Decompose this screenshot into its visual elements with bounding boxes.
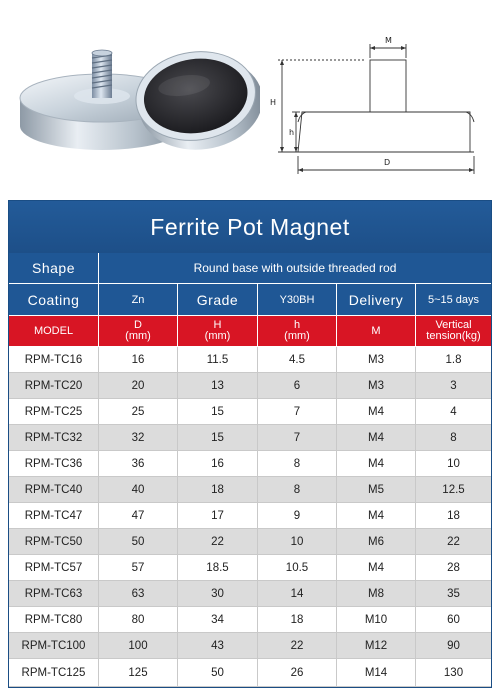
d-cell: 36 — [99, 451, 178, 477]
d-cell: 80 — [99, 607, 178, 633]
model-cell: RPM-TC36 — [9, 451, 99, 477]
h-cell: 8 — [258, 477, 337, 503]
d-cell: 16 — [99, 347, 178, 373]
tension-cell: 1.8 — [416, 347, 491, 373]
model-cell: RPM-TC125 — [9, 659, 99, 687]
d-cell: 32 — [99, 425, 178, 451]
h-cell: 18 — [258, 607, 337, 633]
tension-cell: 10 — [416, 451, 491, 477]
H-cell: 22 — [178, 529, 258, 555]
spec-table — [8, 200, 492, 688]
h-cell: 26 — [258, 659, 337, 687]
model-cell: RPM-TC20 — [9, 373, 99, 399]
d-cell: 25 — [99, 399, 178, 425]
table-row — [9, 659, 491, 687]
table-row — [9, 633, 491, 659]
tension-cell: 60 — [416, 607, 491, 633]
technical-drawing — [262, 18, 498, 188]
h-cell: 10.5 — [258, 555, 337, 581]
d-cell: 50 — [99, 529, 178, 555]
dimension-label-m: M — [385, 36, 392, 45]
column-header: H (mm) — [178, 316, 258, 347]
delivery-label: Delivery — [337, 284, 416, 316]
tension-cell: 3 — [416, 373, 491, 399]
table-row — [9, 477, 491, 503]
H-cell: 18.5 — [178, 555, 258, 581]
table-row — [9, 555, 491, 581]
tension-cell: 4 — [416, 399, 491, 425]
table-row — [9, 399, 491, 425]
h-cell: 7 — [258, 399, 337, 425]
tension-cell: 12.5 — [416, 477, 491, 503]
h-cell: 8 — [258, 451, 337, 477]
table-title: Ferrite Pot Magnet — [9, 201, 491, 253]
model-cell: RPM-TC57 — [9, 555, 99, 581]
coating-value: Zn — [99, 284, 178, 316]
m-cell: M10 — [337, 607, 416, 633]
h-cell: 4.5 — [258, 347, 337, 373]
table-row — [9, 581, 491, 607]
grade-label: Grade — [178, 284, 258, 316]
model-cell: RPM-TC25 — [9, 399, 99, 425]
m-cell: M14 — [337, 659, 416, 687]
h-cell: 14 — [258, 581, 337, 607]
tension-cell: 90 — [416, 633, 491, 659]
table-row — [9, 347, 491, 373]
table-row — [9, 451, 491, 477]
grade-value: Y30BH — [258, 284, 337, 316]
column-header: MODEL — [9, 316, 99, 347]
h-cell: 10 — [258, 529, 337, 555]
h-cell: 6 — [258, 373, 337, 399]
info-row — [9, 284, 491, 316]
model-cell: RPM-TC16 — [9, 347, 99, 373]
shape-label: Shape — [9, 253, 99, 284]
table-row — [9, 529, 491, 555]
d-cell: 63 — [99, 581, 178, 607]
H-cell: 18 — [178, 477, 258, 503]
product-photo — [0, 0, 260, 196]
coating-label: Coating — [9, 284, 99, 316]
h-cell: 9 — [258, 503, 337, 529]
tension-cell: 18 — [416, 503, 491, 529]
tension-cell: 22 — [416, 529, 491, 555]
column-header: M — [337, 316, 416, 347]
H-cell: 50 — [178, 659, 258, 687]
H-cell: 13 — [178, 373, 258, 399]
model-cell: RPM-TC47 — [9, 503, 99, 529]
dimension-label-D: D — [384, 158, 391, 167]
tension-cell: 130 — [416, 659, 491, 687]
H-cell: 34 — [178, 607, 258, 633]
m-cell: M4 — [337, 425, 416, 451]
H-cell: 15 — [178, 399, 258, 425]
shape-row — [9, 253, 491, 284]
d-cell: 47 — [99, 503, 178, 529]
m-cell: M8 — [337, 581, 416, 607]
dimension-label-h: h — [289, 128, 295, 137]
h-cell: 22 — [258, 633, 337, 659]
d-cell: 40 — [99, 477, 178, 503]
m-cell: M4 — [337, 399, 416, 425]
column-header: Vertical tension(kg) — [416, 316, 491, 347]
d-cell: 100 — [99, 633, 178, 659]
H-cell: 30 — [178, 581, 258, 607]
H-cell: 15 — [178, 425, 258, 451]
delivery-value: 5~15 days — [416, 284, 491, 316]
table-row — [9, 425, 491, 451]
m-cell: M4 — [337, 555, 416, 581]
model-cell: RPM-TC32 — [9, 425, 99, 451]
product-header — [0, 0, 500, 196]
m-cell: M12 — [337, 633, 416, 659]
d-cell: 57 — [99, 555, 178, 581]
model-cell: RPM-TC63 — [9, 581, 99, 607]
m-cell: M5 — [337, 477, 416, 503]
H-cell: 17 — [178, 503, 258, 529]
table-row — [9, 503, 491, 529]
dimension-label-H: H — [270, 98, 277, 107]
tension-cell: 28 — [416, 555, 491, 581]
shape-value: Round base with outside threaded rod — [99, 253, 491, 284]
model-cell: RPM-TC100 — [9, 633, 99, 659]
column-header-row — [9, 316, 491, 347]
table-row — [9, 607, 491, 633]
column-header: h (mm) — [258, 316, 337, 347]
m-cell: M6 — [337, 529, 416, 555]
table-row — [9, 373, 491, 399]
model-cell: RPM-TC80 — [9, 607, 99, 633]
m-cell: M4 — [337, 503, 416, 529]
d-cell: 125 — [99, 659, 178, 687]
H-cell: 16 — [178, 451, 258, 477]
d-cell: 20 — [99, 373, 178, 399]
tension-cell: 35 — [416, 581, 491, 607]
model-cell: RPM-TC40 — [9, 477, 99, 503]
h-cell: 7 — [258, 425, 337, 451]
m-cell: M3 — [337, 373, 416, 399]
m-cell: M4 — [337, 451, 416, 477]
column-header: D (mm) — [99, 316, 178, 347]
tension-cell: 8 — [416, 425, 491, 451]
m-cell: M3 — [337, 347, 416, 373]
model-cell: RPM-TC50 — [9, 529, 99, 555]
H-cell: 43 — [178, 633, 258, 659]
H-cell: 11.5 — [178, 347, 258, 373]
